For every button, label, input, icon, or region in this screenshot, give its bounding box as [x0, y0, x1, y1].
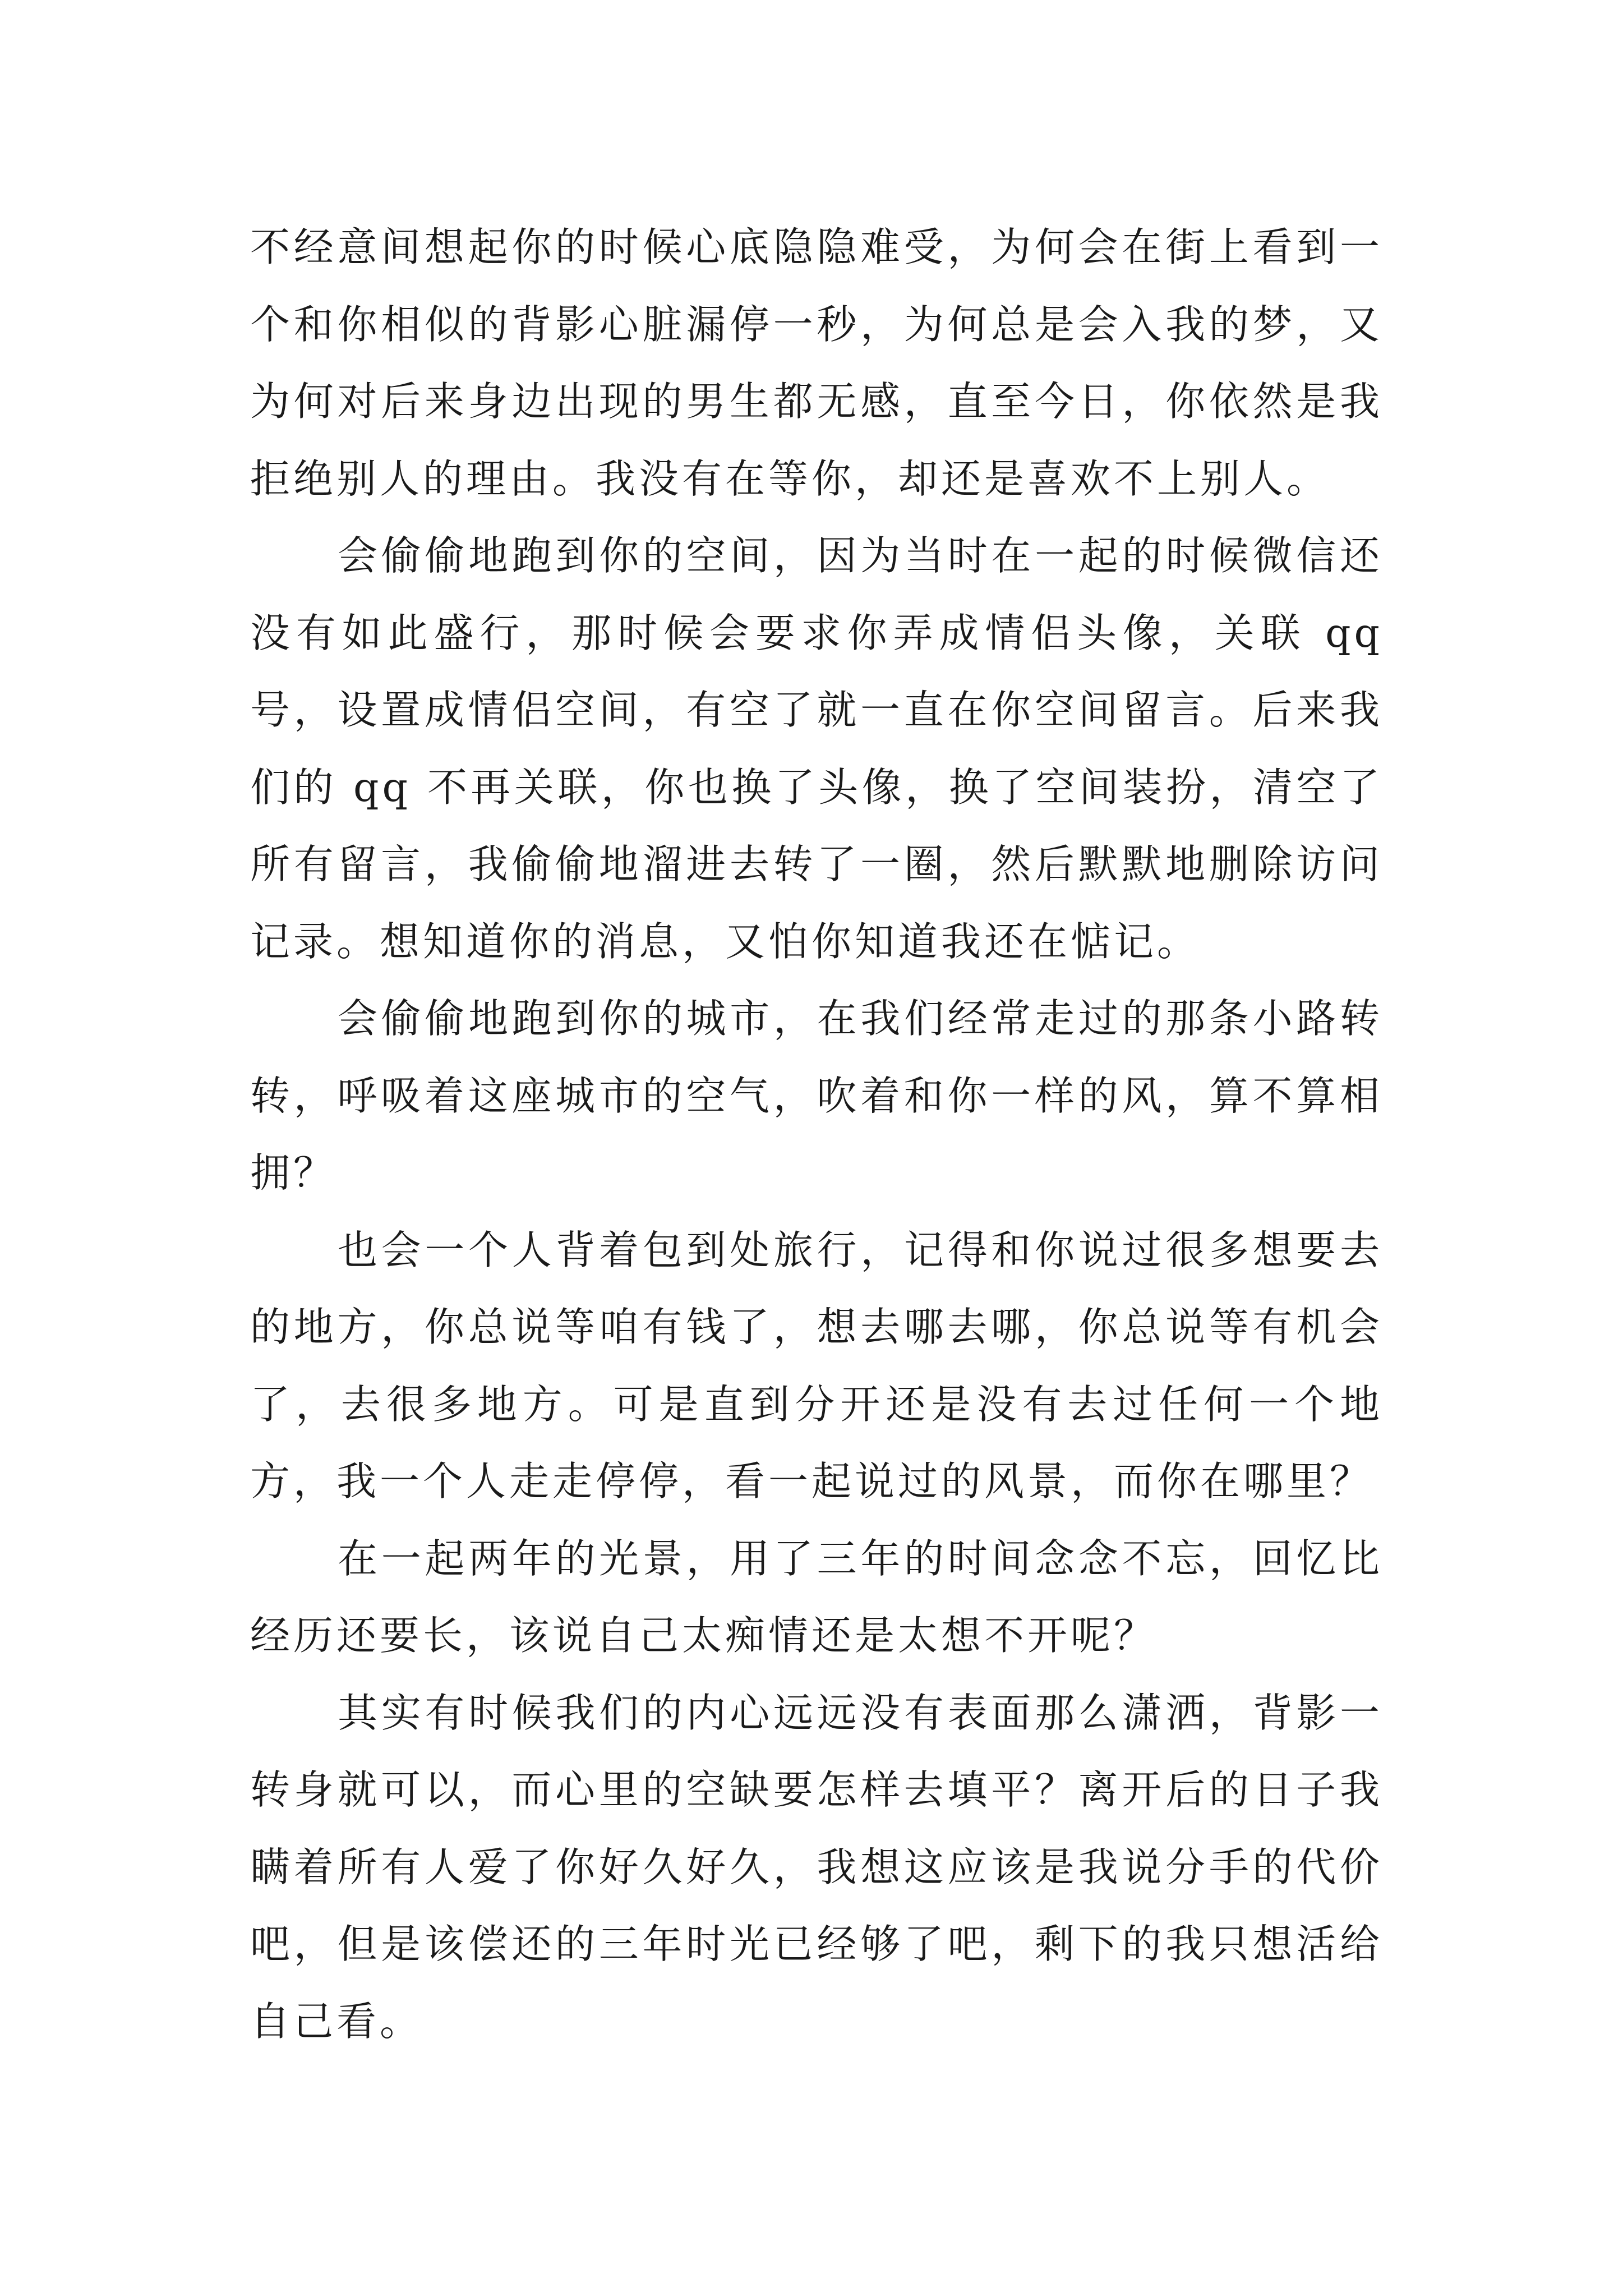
paragraph-1: 不经意间想起你的时候心底隐隐难受，为何会在街上看到一个和你相似的背影心脏漏停一秒，为何总是会入我的梦，又为何对后来身边出现的男生都无感，直至今日，你依然是我拒绝别人的理由。我没有在等你，却还是喜欢不上别人。 [250, 224, 1383, 502]
paragraph-2: 会偷偷地跑到你的空间，因为当时在一起的时候微信还没有如此盛行，那时候会要求你弄成情侣头像，关联 qq 号，设置成情侣空间，有空了就一直在你空间留言。后来我们的 qq 不再关联，你也换了头像，换了空间装扮，清空了所有留言，我偷偷地溜进去转了一圈，然后默默地删除访问记录。想知道你的消息，又怕你知道我还在惦记。 [250, 532, 1383, 965]
paragraph-4: 也会一个人背着包到处旅行，记得和你说过很多想要去的地方，你总说等咱有钱了，想去哪去哪，你总说等有机会了，去很多地方。可是直到分开还是没有去过任何一个地方，我一个人走走停停，看一起说过的风景，而你在哪里？ [250, 1226, 1383, 1504]
paragraph-6: 其实有时候我们的内心远远没有表面那么潇洒，背影一转身就可以，而心里的空缺要怎样去填平？离开后的日子我瞒着所有人爱了你好久好久，我想这应该是我说分手的代价吧，但是该偿还的三年时光已经够了吧，剩下的我只想活给自己看。 [250, 1689, 1383, 2045]
paragraph-3: 会偷偷地跑到你的城市，在我们经常走过的那条小路转转，呼吸着这座城市的空气，吹着和你一样的风，算不算相拥？ [250, 995, 1383, 1196]
paragraph-5: 在一起两年的光景，用了三年的时间念念不忘，回忆比经历还要长，该说自己太痴情还是太想不开呢？ [250, 1535, 1383, 1659]
document-body [250, 209, 1383, 2060]
